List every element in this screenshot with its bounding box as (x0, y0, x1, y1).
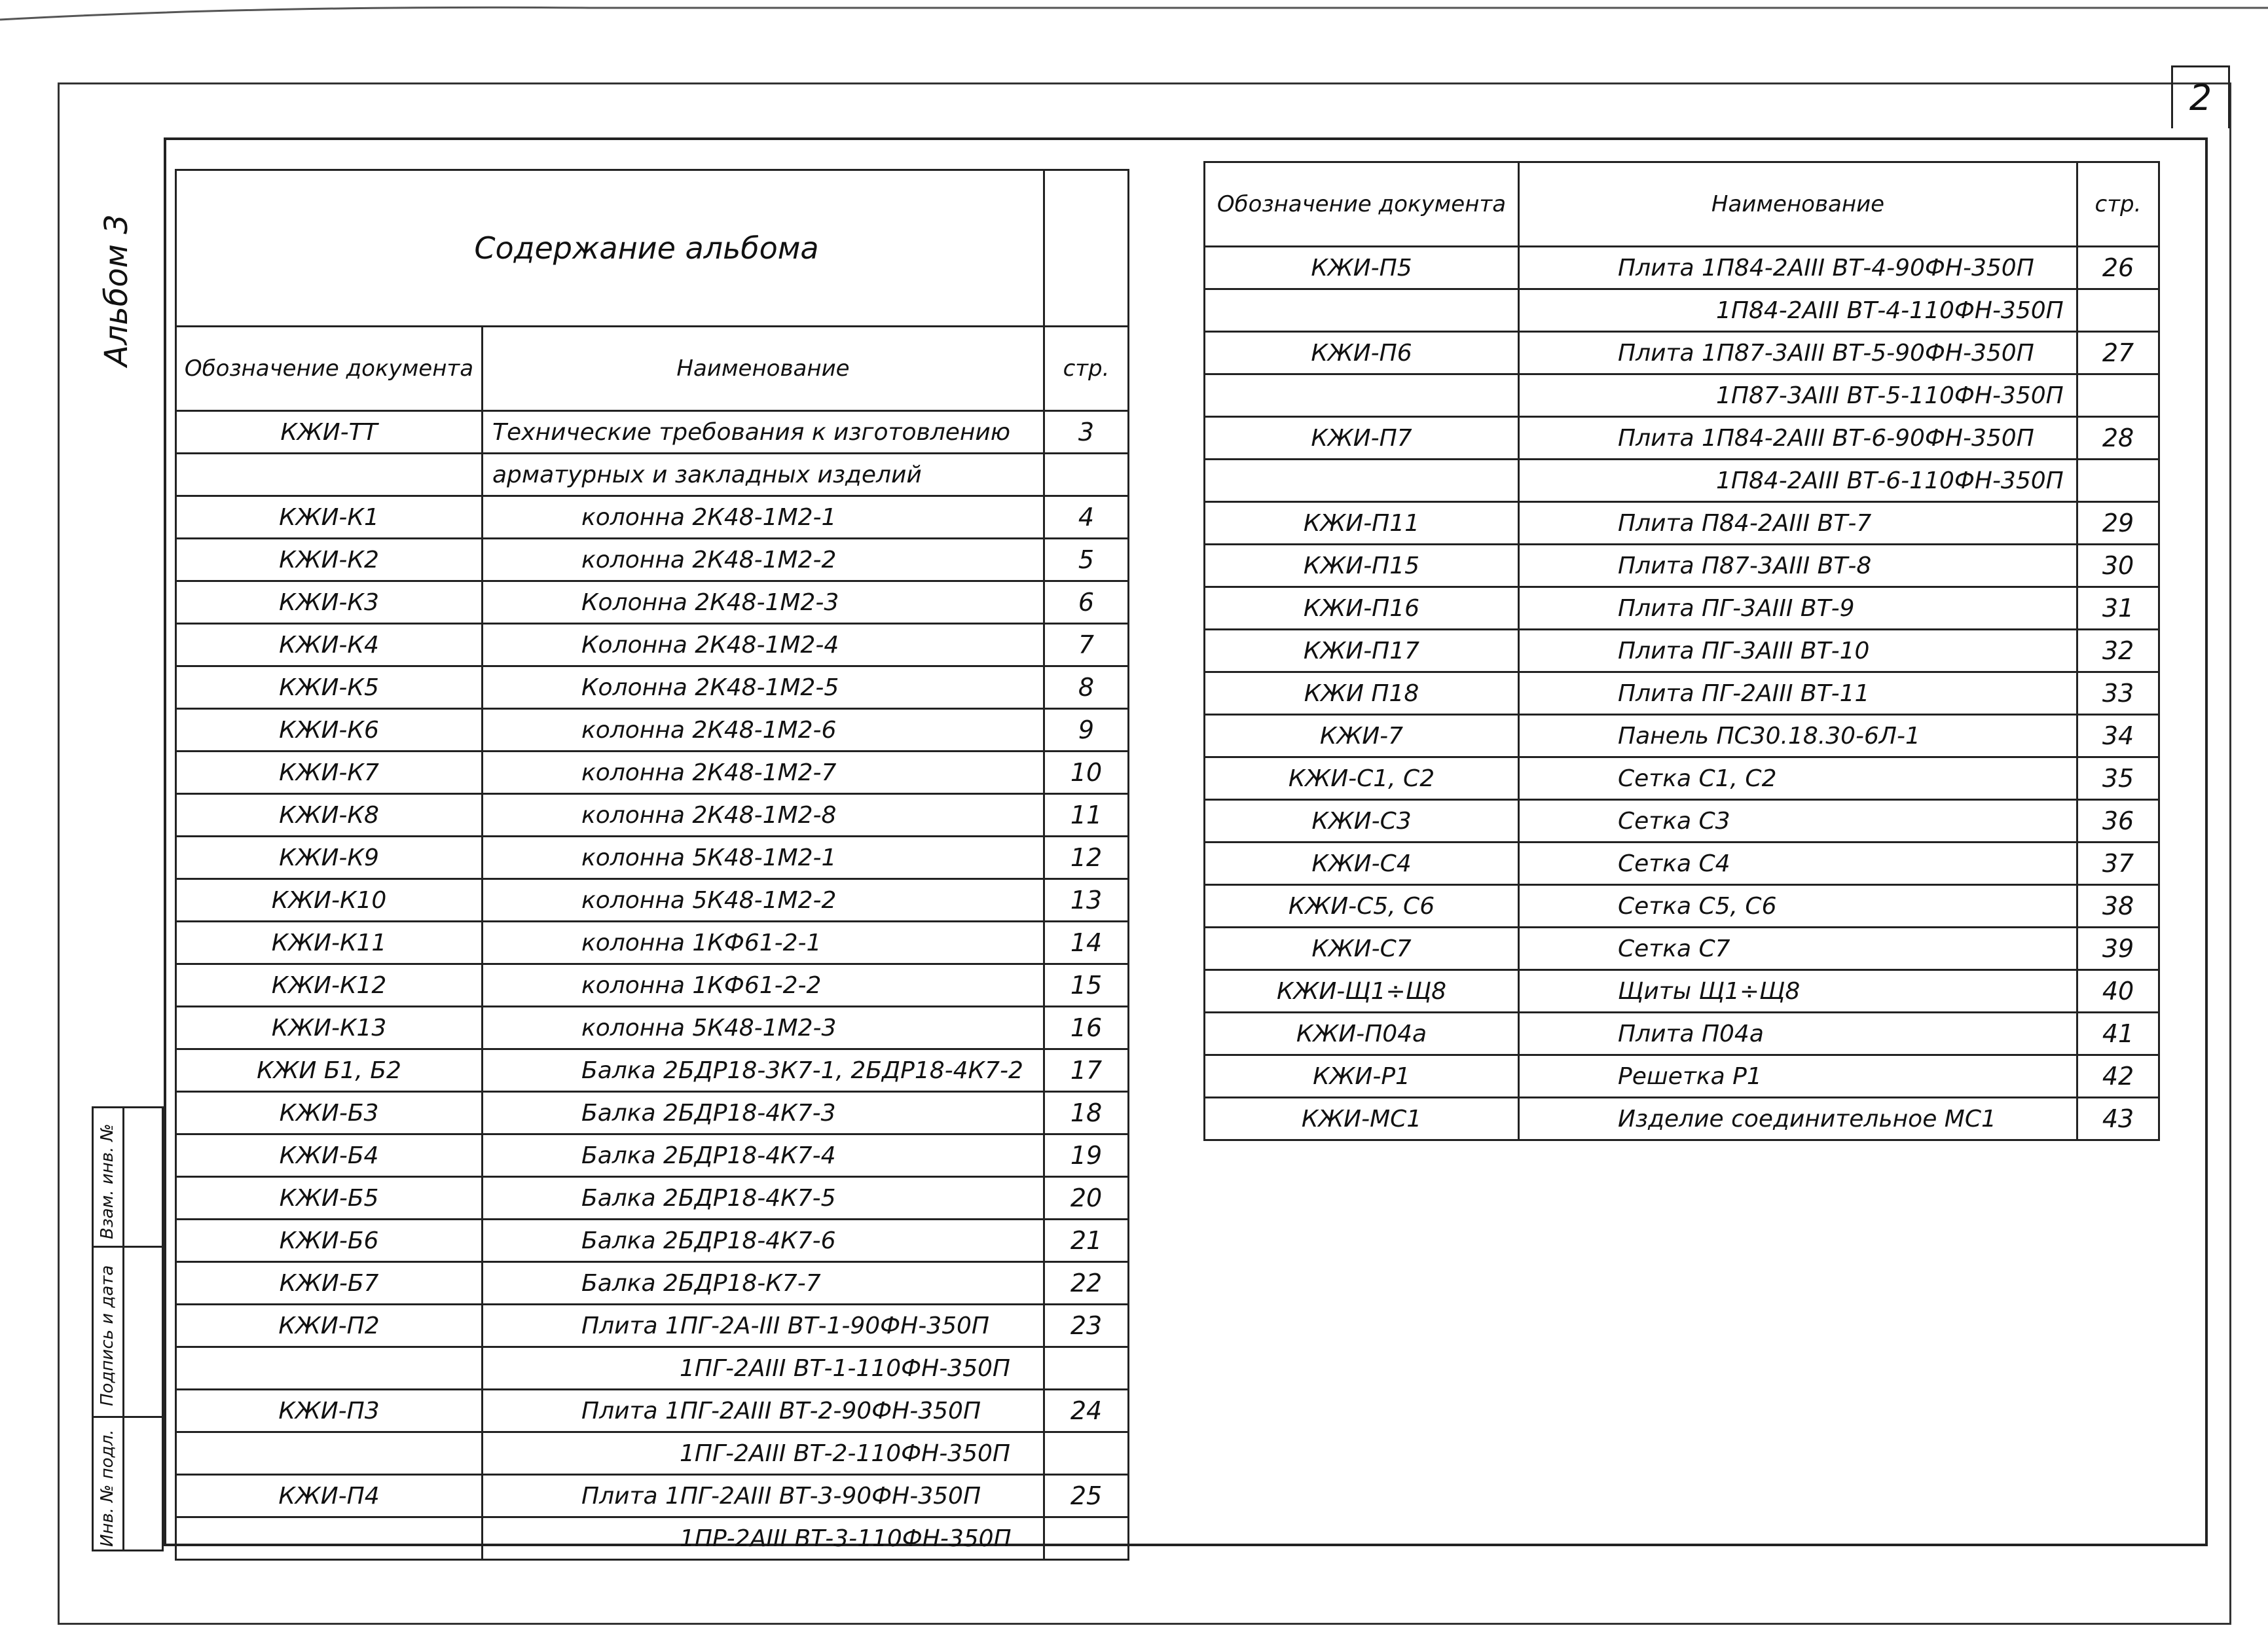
stamp-field-inventory: Инв. № подл. (98, 1429, 117, 1547)
name-cell: Сетка С1, С2 (1519, 757, 2077, 800)
name-cell: Плита 1П87-3АIII ВТ-5-90ФН-350П (1519, 332, 2077, 374)
name-cell: Сетка С7 (1519, 928, 2077, 970)
designation-cell: КЖИ П18 (1205, 672, 1519, 715)
table-row (176, 666, 1129, 709)
table-row (1205, 672, 2159, 715)
name-cell: Балка 2БДР18-3К7-1, 2БДР18-4К7-2 (483, 1049, 1044, 1092)
table-row (1205, 417, 2159, 460)
table-row (176, 539, 1129, 581)
name-cell: 1ПР-2АIII ВТ-3-110ФН-350П (483, 1517, 1044, 1560)
designation-cell (1205, 289, 1519, 332)
designation-cell: КЖИ-П16 (1205, 587, 1519, 630)
page-cell: 32 (2077, 630, 2159, 672)
page-cell (1044, 1517, 1129, 1560)
designation-cell: КЖИ-К5 (176, 666, 483, 709)
header-page: стр. (1044, 327, 1129, 411)
table-row (176, 1517, 1129, 1560)
name-cell: колонна 5К48-1М2-3 (483, 1007, 1044, 1049)
page-cell: 20 (1044, 1177, 1129, 1220)
designation-cell: КЖИ-П7 (1205, 417, 1519, 460)
table-row (176, 1134, 1129, 1177)
table-row (176, 922, 1129, 964)
name-cell: 1ПГ-2АIII ВТ-1-110ФН-350П (483, 1347, 1044, 1390)
table-header (1205, 162, 2159, 247)
table-row (1205, 970, 2159, 1013)
table-row (1205, 757, 2159, 800)
table-row (176, 964, 1129, 1007)
table-header (176, 327, 1129, 411)
name-cell: Балка 2БДР18-4К7-5 (483, 1177, 1044, 1220)
designation-cell: КЖИ-К7 (176, 752, 483, 794)
album-title-row (176, 170, 1129, 327)
designation-cell: КЖИ-К6 (176, 709, 483, 752)
designation-cell: КЖИ-Р1 (1205, 1055, 1519, 1098)
page-cell: 41 (2077, 1013, 2159, 1055)
table-row (176, 581, 1129, 624)
table-row (1205, 545, 2159, 587)
page-cell: 28 (2077, 417, 2159, 460)
designation-cell: КЖИ-К8 (176, 794, 483, 837)
page-cell (1044, 454, 1129, 496)
name-cell: колонна 2К48-1М2-6 (483, 709, 1044, 752)
designation-cell: КЖИ-К9 (176, 837, 483, 879)
name-cell: колонна 5К48-1М2-2 (483, 879, 1044, 922)
stamp-field-signature: Подпись и дата (98, 1265, 117, 1406)
name-cell: Плита 1ПГ-2АIII ВТ-3-90ФН-350П (483, 1475, 1044, 1517)
designation-cell: КЖИ-К2 (176, 539, 483, 581)
table-row (1205, 374, 2159, 417)
name-cell: 1П84-2АIII ВТ-4-110ФН-350П (1519, 289, 2077, 332)
page-cell: 37 (2077, 843, 2159, 885)
name-cell: Плита 1ПГ-2А-III ВТ-1-90ФН-350П (483, 1305, 1044, 1347)
name-cell: колонна 2К48-1М2-8 (483, 794, 1044, 837)
page-cell: 42 (2077, 1055, 2159, 1098)
name-cell: Колонна 2К48-1М2-5 (483, 666, 1044, 709)
page-cell: 16 (1044, 1007, 1129, 1049)
album-title: Содержание альбома (176, 170, 1044, 327)
page-cell: 19 (1044, 1134, 1129, 1177)
designation-cell: КЖИ-П6 (1205, 332, 1519, 374)
page-cell: 24 (1044, 1390, 1129, 1432)
designation-cell: КЖИ-С1, С2 (1205, 757, 1519, 800)
name-cell: Балка 2БДР18-4К7-6 (483, 1220, 1044, 1262)
page-cell: 13 (1044, 879, 1129, 922)
contents-table-right (1203, 161, 2160, 1141)
name-cell: Плита 1П84-2АIII ВТ-6-90ФН-350П (1519, 417, 2077, 460)
table-row (176, 1475, 1129, 1517)
name-cell: Плита П04а (1519, 1013, 2077, 1055)
page-cell: 14 (1044, 922, 1129, 964)
page-cell: 22 (1044, 1262, 1129, 1305)
name-cell: Изделие соединительное МС1 (1519, 1098, 2077, 1140)
page-cell: 26 (2077, 247, 2159, 289)
table-row (176, 1092, 1129, 1134)
designation-cell: КЖИ-С3 (1205, 800, 1519, 843)
name-cell: Балка 2БДР18-4К7-4 (483, 1134, 1044, 1177)
table-row (176, 624, 1129, 666)
designation-cell: КЖИ-7 (1205, 715, 1519, 757)
name-cell: Плита 1ПГ-2АIII ВТ-2-90ФН-350П (483, 1390, 1044, 1432)
name-cell: Плита П84-2АIII ВТ-7 (1519, 502, 2077, 545)
designation-cell: КЖИ-Б6 (176, 1220, 483, 1262)
table-row (1205, 715, 2159, 757)
name-cell: Балка 2БДР18-4К7-3 (483, 1092, 1044, 1134)
name-cell: 1ПГ-2АIII ВТ-2-110ФН-350П (483, 1432, 1044, 1475)
designation-cell: КЖИ-П15 (1205, 545, 1519, 587)
page-cell: 29 (2077, 502, 2159, 545)
name-cell: Панель ПС30.18.30-6Л-1 (1519, 715, 2077, 757)
name-cell: Плита ПГ-2АIII ВТ-11 (1519, 672, 2077, 715)
page-cell: 18 (1044, 1092, 1129, 1134)
table-row (1205, 332, 2159, 374)
page-cell: 36 (2077, 800, 2159, 843)
page-cell: 38 (2077, 885, 2159, 928)
name-cell: Плита ПГ-3АIII ВТ-10 (1519, 630, 2077, 672)
table-row (1205, 800, 2159, 843)
name-cell: колонна 2К48-1М2-2 (483, 539, 1044, 581)
page-cell (1044, 1347, 1129, 1390)
table-row (1205, 1013, 2159, 1055)
page-cell: 17 (1044, 1049, 1129, 1092)
album-title-page-cell (1044, 170, 1129, 327)
contents-table-left (175, 169, 1129, 1561)
name-cell: Технические требования к изготовлению (483, 411, 1044, 454)
page-cell: 25 (1044, 1475, 1129, 1517)
designation-cell (176, 454, 483, 496)
name-cell: колонна 2К48-1М2-1 (483, 496, 1044, 539)
table-row (176, 1177, 1129, 1220)
table-row (176, 1390, 1129, 1432)
page-cell: 23 (1044, 1305, 1129, 1347)
designation-cell: КЖИ-К10 (176, 879, 483, 922)
designation-cell: КЖИ-Щ1÷Щ8 (1205, 970, 1519, 1013)
sheet-number: 2 (2171, 65, 2230, 128)
table-row (1205, 843, 2159, 885)
designation-cell (176, 1432, 483, 1475)
page-cell: 5 (1044, 539, 1129, 581)
designation-cell: КЖИ-К4 (176, 624, 483, 666)
table-row (176, 794, 1129, 837)
album-label: Альбом 3 (98, 214, 135, 367)
name-cell: колонна 2К48-1М2-7 (483, 752, 1044, 794)
designation-cell: КЖИ-К1 (176, 496, 483, 539)
designation-cell: КЖИ-Б5 (176, 1177, 483, 1220)
header-name: Наименование (1519, 162, 2077, 247)
name-cell: Сетка С5, С6 (1519, 885, 2077, 928)
page-cell: 12 (1044, 837, 1129, 879)
designation-cell: КЖИ-К13 (176, 1007, 483, 1049)
page-cell: 11 (1044, 794, 1129, 837)
header-page: стр. (2077, 162, 2159, 247)
header-designation: Обозначение документа (176, 327, 483, 411)
top-margin-stroke (0, 0, 2268, 26)
designation-cell: КЖИ-Б3 (176, 1092, 483, 1134)
designation-cell: КЖИ-П5 (1205, 247, 1519, 289)
page-cell: 39 (2077, 928, 2159, 970)
designation-cell: КЖИ-ТТ (176, 411, 483, 454)
designation-cell: КЖИ-П2 (176, 1305, 483, 1347)
page-cell: 15 (1044, 964, 1129, 1007)
table-row (1205, 289, 2159, 332)
name-cell: Щиты Щ1÷Щ8 (1519, 970, 2077, 1013)
designation-cell: КЖИ-П11 (1205, 502, 1519, 545)
table-row (1205, 1055, 2159, 1098)
page-cell: 33 (2077, 672, 2159, 715)
stamp-field-replace: Взам. инв. № (98, 1123, 117, 1239)
page-cell: 4 (1044, 496, 1129, 539)
table-row (176, 752, 1129, 794)
page-cell: 8 (1044, 666, 1129, 709)
name-cell: колонна 5К48-1М2-1 (483, 837, 1044, 879)
approval-stamp (92, 1106, 164, 1551)
page-cell: 35 (2077, 757, 2159, 800)
table-row (1205, 1098, 2159, 1140)
designation-cell: КЖИ-МС1 (1205, 1098, 1519, 1140)
page-cell (1044, 1432, 1129, 1475)
table-row (176, 879, 1129, 922)
name-cell: Плита П87-3АIII ВТ-8 (1519, 545, 2077, 587)
designation-cell: КЖИ-С7 (1205, 928, 1519, 970)
table-row (176, 1347, 1129, 1390)
page-cell (2077, 289, 2159, 332)
table-row (1205, 630, 2159, 672)
page-cell: 10 (1044, 752, 1129, 794)
table-row (1205, 928, 2159, 970)
designation-cell: КЖИ-П3 (176, 1390, 483, 1432)
page-cell: 9 (1044, 709, 1129, 752)
table-row (1205, 247, 2159, 289)
name-cell: арматурных и закладных изделий (483, 454, 1044, 496)
name-cell: Решетка Р1 (1519, 1055, 2077, 1098)
table-row (1205, 502, 2159, 545)
name-cell: Колонна 2К48-1М2-3 (483, 581, 1044, 624)
page-cell: 21 (1044, 1220, 1129, 1262)
designation-cell (1205, 374, 1519, 417)
designation-cell (176, 1517, 483, 1560)
name-cell: Плита ПГ-3АIII ВТ-9 (1519, 587, 2077, 630)
designation-cell: КЖИ-С4 (1205, 843, 1519, 885)
page-cell: 40 (2077, 970, 2159, 1013)
table-row (176, 411, 1129, 454)
header-name: Наименование (483, 327, 1044, 411)
designation-cell: КЖИ-Б7 (176, 1262, 483, 1305)
name-cell: Сетка С3 (1519, 800, 2077, 843)
table-row (1205, 587, 2159, 630)
table-row (176, 1305, 1129, 1347)
name-cell: Сетка С4 (1519, 843, 2077, 885)
designation-cell (1205, 460, 1519, 502)
designation-cell: КЖИ-С5, С6 (1205, 885, 1519, 928)
designation-cell: КЖИ-П4 (176, 1475, 483, 1517)
table-row (176, 1007, 1129, 1049)
page-cell: 7 (1044, 624, 1129, 666)
table-row (1205, 460, 2159, 502)
designation-cell: КЖИ-К12 (176, 964, 483, 1007)
table-row (176, 1049, 1129, 1092)
table-row (176, 1262, 1129, 1305)
table-row (176, 1220, 1129, 1262)
table-row (176, 1432, 1129, 1475)
name-cell: Балка 2БДР18-К7-7 (483, 1262, 1044, 1305)
name-cell: колонна 1КФ61-2-1 (483, 922, 1044, 964)
name-cell: Плита 1П84-2АIII ВТ-4-90ФН-350П (1519, 247, 2077, 289)
designation-cell: КЖИ Б1, Б2 (176, 1049, 483, 1092)
designation-cell: КЖИ-П04а (1205, 1013, 1519, 1055)
page-cell: 27 (2077, 332, 2159, 374)
table-row (176, 496, 1129, 539)
name-cell: 1П84-2АIII ВТ-6-110ФН-350П (1519, 460, 2077, 502)
name-cell: 1П87-3АIII ВТ-5-110ФН-350П (1519, 374, 2077, 417)
designation-cell (176, 1347, 483, 1390)
designation-cell: КЖИ-К11 (176, 922, 483, 964)
designation-cell: КЖИ-П17 (1205, 630, 1519, 672)
page-cell: 6 (1044, 581, 1129, 624)
name-cell: Колонна 2К48-1М2-4 (483, 624, 1044, 666)
name-cell: колонна 1КФ61-2-2 (483, 964, 1044, 1007)
designation-cell: КЖИ-К3 (176, 581, 483, 624)
table-row (176, 709, 1129, 752)
page-cell: 31 (2077, 587, 2159, 630)
page-cell: 34 (2077, 715, 2159, 757)
page-cell: 30 (2077, 545, 2159, 587)
header-designation: Обозначение документа (1205, 162, 1519, 247)
page-cell (2077, 460, 2159, 502)
table-row (176, 454, 1129, 496)
page-cell: 3 (1044, 411, 1129, 454)
designation-cell: КЖИ-Б4 (176, 1134, 483, 1177)
page-cell: 43 (2077, 1098, 2159, 1140)
table-row (1205, 885, 2159, 928)
page-cell (2077, 374, 2159, 417)
table-row (176, 837, 1129, 879)
